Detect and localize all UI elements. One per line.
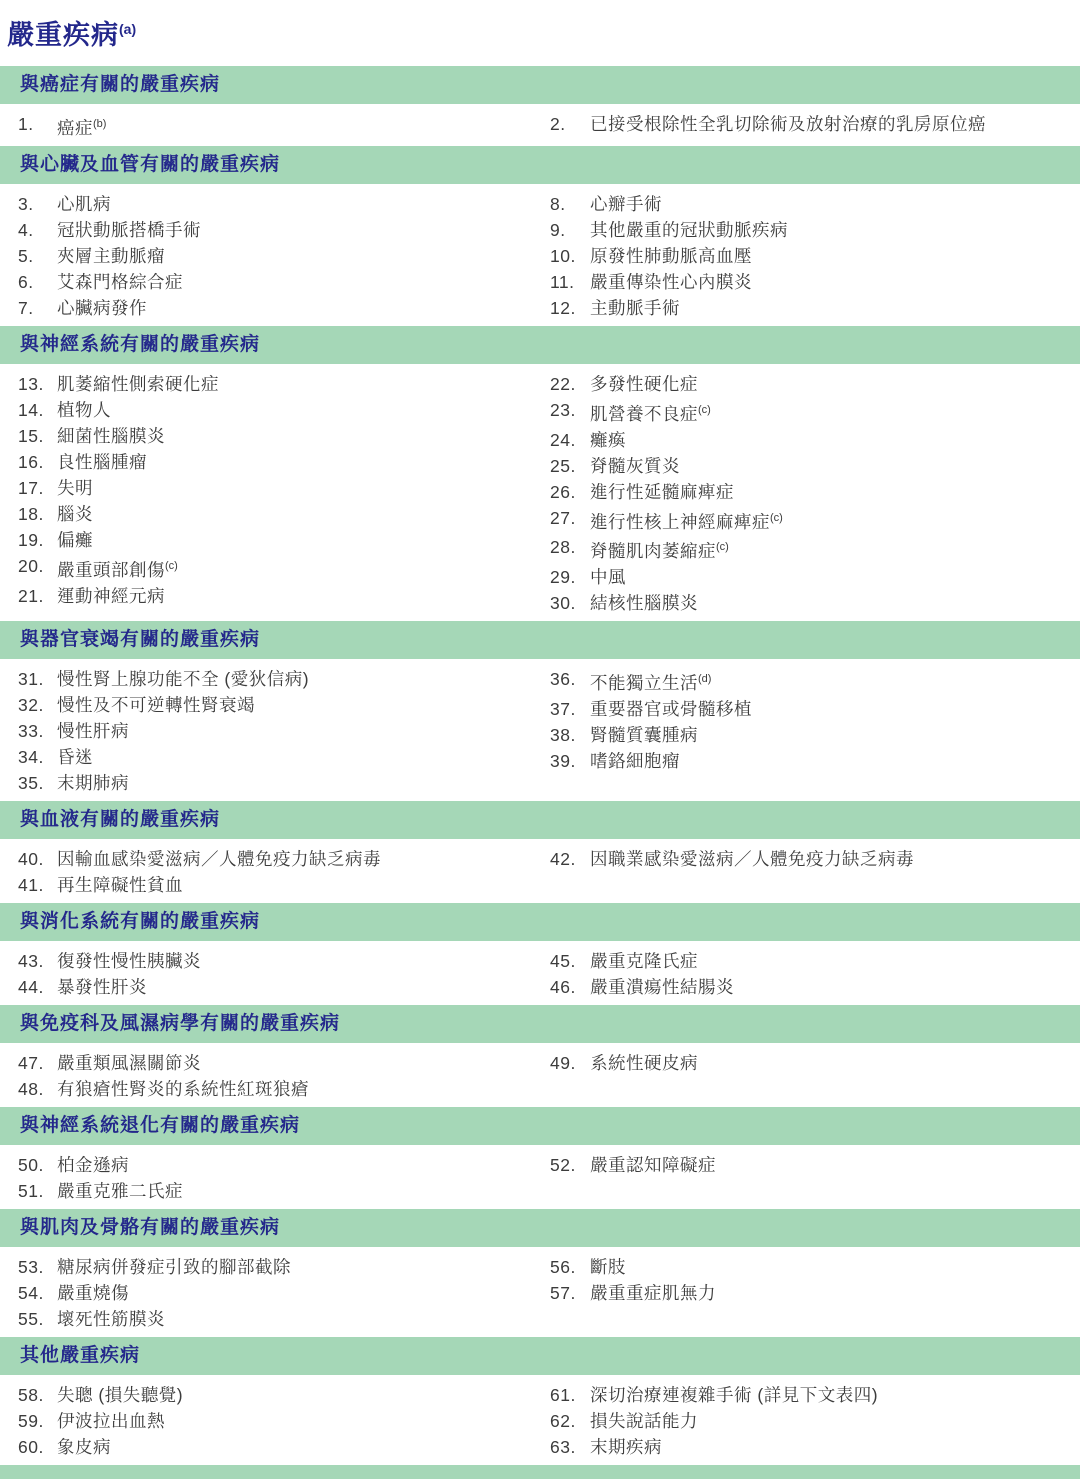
list-item [0,770,540,796]
item-text: 肌營養不良症$^{(c)}$ [590,403,711,424]
item-number: 25. [550,455,576,476]
item-number: 49. [550,1053,576,1074]
item-text: 失明 [57,477,93,498]
list-item [540,1152,1080,1178]
item-text: 多發性硬化症 [590,373,698,394]
list-item [540,505,1080,535]
list-item [540,111,1080,137]
section-columns [0,104,1080,146]
section-items-right [540,1382,1080,1460]
list-item [0,1254,540,1280]
item-footnote-marker: (c) [165,559,178,572]
item-text: 壞死性筋膜炎 [57,1309,165,1330]
item-number: 34. [18,747,44,768]
item-footnote-marker: (c) [770,511,783,524]
list-item [0,1382,540,1408]
item-number: 13. [18,373,44,394]
item-number: 39. [550,751,576,772]
item-number: 62. [550,1411,576,1432]
section-header: 與癌症有關的嚴重疾病 [0,66,1080,104]
list-item [0,583,540,609]
section-header: 與肌肉及骨骼有關的嚴重疾病 [0,1209,1080,1247]
item-number: 21. [18,585,44,606]
item-text: 中風 [590,567,626,588]
list-item [540,564,1080,590]
list-item [540,722,1080,748]
list-item [540,269,1080,295]
item-text: 斷肢 [590,1257,626,1278]
list-item [540,1408,1080,1434]
list-item [0,295,540,321]
list-item [0,1178,540,1204]
item-text: 進行性延髓麻痺症 [590,481,734,502]
illness-section [0,621,1080,801]
item-text: 結核性腦膜炎 [590,593,698,614]
item-number: 63. [550,1437,576,1458]
item-footnote-marker: (c) [698,403,711,416]
item-number: 46. [550,977,576,998]
illness-section [0,903,1080,1005]
list-item [540,590,1080,616]
item-number: 32. [18,695,44,716]
section-columns [0,941,1080,1005]
item-text: 深切治療連複雜手術 (詳見下文表四) [590,1385,879,1406]
item-text: 嚴重燒傷 [57,1283,129,1304]
item-number: 10. [550,245,576,266]
item-footnote-marker: (d) [698,673,712,686]
page-title-text: 嚴重疾病 [7,20,119,50]
list-item [540,534,1080,564]
section-header: 與心臟及血管有關的嚴重疾病 [0,146,1080,184]
section-items-right [540,191,1080,321]
item-number: 35. [18,773,44,794]
item-text: 末期疾病 [590,1437,662,1458]
item-number: 3. [18,193,34,214]
section-header: 與神經系統退化有關的嚴重疾病 [0,1107,1080,1145]
item-text: 損失說話能力 [590,1411,698,1432]
item-text: 主動脈手術 [590,297,680,318]
section-items-right [540,111,1080,141]
section-header: 與血液有關的嚴重疾病 [0,801,1080,839]
item-text: 冠狀動脈搭橋手術 [57,219,201,240]
list-item [0,666,540,692]
item-number: 26. [550,481,576,502]
item-text: 其他嚴重的冠狀動脈疾病 [590,219,788,240]
illness-section [0,1005,1080,1107]
item-text: 嚴重克雅二氏症 [57,1181,183,1202]
item-number: 50. [18,1155,44,1176]
item-number: 51. [18,1181,44,1202]
item-text: 嚴重重症肌無力 [590,1283,716,1304]
item-text: 嗜鉻細胞瘤 [590,751,680,772]
list-item [0,846,540,872]
list-item [540,243,1080,269]
item-number: 22. [550,373,576,394]
item-number: 12. [550,297,576,318]
item-text: 嚴重克隆氏症 [590,951,698,972]
item-text: 腦炎 [57,503,93,524]
list-item [0,1076,540,1102]
list-item [0,111,540,141]
section-items-left [0,191,540,321]
list-item [540,397,1080,427]
item-text: 慢性及不可逆轉性腎衰竭 [57,695,255,716]
section-columns [0,839,1080,903]
illness-section [0,1107,1080,1209]
section-columns [0,1247,1080,1337]
list-item [0,397,540,423]
list-item [0,1050,540,1076]
item-number: 59. [18,1411,44,1432]
item-text: 暴發性肝炎 [57,977,147,998]
list-item [540,427,1080,453]
list-item [0,1152,540,1178]
item-number: 54. [18,1283,44,1304]
item-number: 61. [550,1385,576,1406]
item-number: 45. [550,951,576,972]
next-section-bar-partial [0,1465,1080,1479]
section-columns [0,1375,1080,1465]
list-item [0,1408,540,1434]
list-item [0,243,540,269]
item-number: 38. [550,725,576,746]
item-number: 37. [550,699,576,720]
item-text: 糖尿病併發症引致的腳部截除 [57,1257,291,1278]
item-number: 16. [18,451,44,472]
list-item [0,191,540,217]
item-text: 末期肺病 [57,773,129,794]
section-items-left [0,111,540,141]
item-text: 慢性肝病 [57,721,129,742]
item-number: 6. [18,271,34,292]
item-number: 2. [550,114,566,134]
list-item [0,527,540,553]
item-text: 癱瘓 [590,429,626,450]
section-items-right [540,1152,1080,1204]
item-text: 脊髓肌肉萎縮症$^{(c)}$ [590,541,729,562]
item-number: 9. [550,219,566,240]
item-number: 36. [550,669,576,690]
section-items-left [0,846,540,898]
item-text: 脊髓灰質炎 [590,455,680,476]
item-text: 心肌病 [57,193,111,214]
list-item [540,948,1080,974]
item-text: 肌萎縮性側索硬化症 [57,373,219,394]
list-item [0,449,540,475]
item-number: 40. [18,849,44,870]
illness-section [0,1209,1080,1337]
section-columns [0,659,1080,801]
sections-container [0,66,1080,1465]
list-item [540,1050,1080,1076]
item-number: 31. [18,669,44,690]
item-number: 44. [18,977,44,998]
list-item [540,453,1080,479]
item-text: 心臟病發作 [57,297,147,318]
section-header: 與免疫科及風濕病學有關的嚴重疾病 [0,1005,1080,1043]
list-item [540,1382,1080,1408]
section-columns [0,364,1080,621]
list-item [0,744,540,770]
list-item [0,692,540,718]
section-items-right [540,666,1080,796]
item-text: 嚴重傳染性心內膜炎 [590,271,752,292]
item-number: 23. [550,399,576,420]
item-text: 象皮病 [57,1437,111,1458]
item-text: 重要器官或骨髓移植 [590,699,752,720]
list-item [0,269,540,295]
section-items-right [540,846,1080,898]
item-text: 因職業感染愛滋病／人體免疫力缺乏病毒 [590,849,914,870]
list-item [0,1434,540,1460]
item-number: 43. [18,951,44,972]
list-item [0,974,540,1000]
item-text: 艾森門格綜合症 [57,271,183,292]
item-number: 4. [18,219,34,240]
item-number: 60. [18,1437,44,1458]
item-number: 42. [550,849,576,870]
item-number: 24. [550,429,576,450]
section-items-left [0,1254,540,1332]
item-number: 29. [550,567,576,588]
item-text: 運動神經元病 [57,585,165,606]
item-number: 1. [18,114,34,134]
list-item [540,479,1080,505]
list-item [540,1280,1080,1306]
section-columns [0,184,1080,326]
section-header: 與神經系統有關的嚴重疾病 [0,326,1080,364]
section-items-right [540,1254,1080,1332]
list-item [0,501,540,527]
item-number: 47. [18,1053,44,1074]
illness-section [0,1337,1080,1465]
section-columns [0,1043,1080,1107]
section-items-left [0,666,540,796]
page-title [0,12,1080,52]
item-text: 良性腦腫瘤 [57,451,147,472]
list-item [0,371,540,397]
item-footnote-marker: (c) [716,541,729,554]
item-number: 48. [18,1079,44,1100]
list-item [540,748,1080,774]
section-header: 與器官衰竭有關的嚴重疾病 [0,621,1080,659]
section-items-right [540,371,1080,616]
list-item [0,872,540,898]
item-number: 15. [18,425,44,446]
list-item [540,371,1080,397]
item-number: 7. [18,297,34,318]
item-number: 28. [550,537,576,558]
item-number: 53. [18,1257,44,1278]
item-number: 18. [18,503,44,524]
section-items-left [0,1152,540,1204]
item-text: 癌症$^{(b)}$ [57,117,107,138]
item-number: 58. [18,1385,44,1406]
item-text: 心瓣手術 [590,193,662,214]
item-number: 14. [18,399,44,420]
item-number: 17. [18,477,44,498]
item-text: 嚴重類風濕關節炎 [57,1053,201,1074]
list-item [540,666,1080,696]
list-item [540,1434,1080,1460]
illness-section [0,326,1080,621]
section-items-right [540,948,1080,1000]
item-number: 52. [550,1155,576,1176]
item-number: 27. [550,507,576,528]
item-text: 伊波拉出血熱 [57,1411,165,1432]
item-text: 偏癱 [57,529,93,550]
item-number: 33. [18,721,44,742]
item-number: 19. [18,529,44,550]
item-text: 已接受根除性全乳切除術及放射治療的乳房原位癌 [590,114,986,134]
item-text: 嚴重頭部創傷$^{(c)}$ [57,559,178,580]
section-items-left [0,1382,540,1460]
item-footnote-marker: (b) [93,118,107,130]
item-text: 原發性肺動脈高血壓 [590,245,752,266]
list-item [0,1280,540,1306]
item-text: 有狼瘡性腎炎的系統性紅斑狼瘡 [57,1079,309,1100]
item-text: 不能獨立生活$^{(d)}$ [590,673,712,694]
item-number: 55. [18,1309,44,1330]
illness-section [0,66,1080,146]
item-text: 進行性核上神經麻痺症$^{(c)}$ [590,511,783,532]
list-item [0,217,540,243]
item-number: 20. [18,555,44,576]
section-items-right [540,1050,1080,1102]
section-header: 與消化系統有關的嚴重疾病 [0,903,1080,941]
illness-section [0,146,1080,326]
section-items-left [0,1050,540,1102]
item-text: 因輸血感染愛滋病／人體免疫力缺乏病毒 [57,849,381,870]
list-item [540,696,1080,722]
list-item [540,846,1080,872]
item-text: 細菌性腦膜炎 [57,425,165,446]
list-item [0,718,540,744]
item-text: 系統性硬皮病 [590,1053,698,1074]
list-item [0,553,540,583]
section-items-left [0,371,540,616]
list-item [0,475,540,501]
section-items-left [0,948,540,1000]
item-text: 嚴重認知障礙症 [590,1155,716,1176]
list-item [540,974,1080,1000]
list-item [540,295,1080,321]
item-text: 失聰 (損失聽覺) [57,1385,184,1406]
item-number: 11. [550,271,575,292]
item-number: 8. [550,193,566,214]
section-columns [0,1145,1080,1209]
list-item [540,217,1080,243]
item-text: 腎髓質囊腫病 [590,725,698,746]
item-text: 慢性腎上腺功能不全 (愛狄信病) [57,669,310,690]
item-text: 復發性慢性胰臟炎 [57,951,201,972]
list-item [0,948,540,974]
item-text: 植物人 [57,399,111,420]
item-number: 5. [18,245,34,266]
list-item [540,1254,1080,1280]
item-text: 夾層主動脈瘤 [57,245,165,266]
section-header: 其他嚴重疾病 [0,1337,1080,1375]
item-text: 嚴重潰瘍性結腸炎 [590,977,734,998]
list-item [0,423,540,449]
item-number: 41. [18,875,44,896]
list-item [0,1306,540,1332]
item-number: 56. [550,1257,576,1278]
page-title-footnote-marker: (a) [119,21,137,37]
item-text: 再生障礙性貧血 [57,875,183,896]
illness-section [0,801,1080,903]
item-number: 57. [550,1283,576,1304]
item-number: 30. [550,593,576,614]
list-item [540,191,1080,217]
item-text: 昏迷 [57,747,93,768]
item-text: 柏金遜病 [57,1155,129,1176]
